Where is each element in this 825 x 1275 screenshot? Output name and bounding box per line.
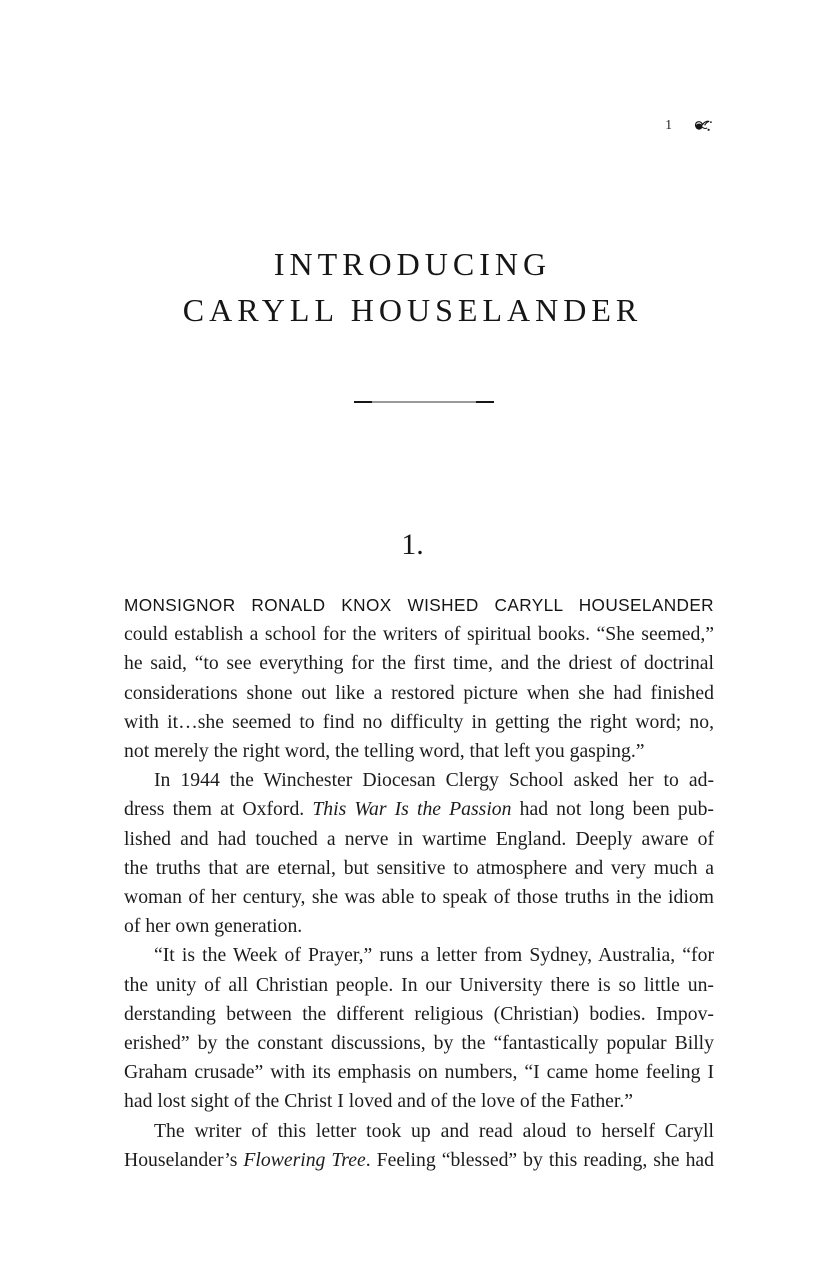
- text-segment: . Feeling “blessed” by this reading, she had: [365, 1148, 714, 1171]
- paragraph: [124, 766, 714, 941]
- text-segment: he said, “to see everything for the first time, and the driest of doctrinal: [124, 652, 714, 675]
- text-segment: Graham crusade” with its emphasis on numbers, “I came home feeling I: [124, 1061, 714, 1084]
- text-segment: the truths that are eternal, but sensitive to atmosphere and very much a: [124, 856, 714, 879]
- text-segment: with it…she seemed to find no difficulty in getting the right word; no,: [124, 710, 714, 733]
- text-line: [124, 1000, 714, 1029]
- text-line: [124, 737, 714, 766]
- text-segment: lished and had touched a nerve in wartime England. Deeply aware of: [124, 827, 714, 850]
- text-line: [124, 825, 714, 854]
- text-line: [124, 708, 714, 737]
- text-segment: This War Is the Passion: [312, 798, 512, 821]
- text-line: [124, 795, 714, 824]
- lead-in-line: [124, 591, 714, 620]
- text-line: [124, 912, 714, 941]
- title-divider: [354, 401, 494, 403]
- text-segment: could establish a school for the writers of spiritual books. “She seemed,”: [124, 623, 714, 646]
- body-text: [124, 591, 714, 1175]
- text-line: [124, 1146, 714, 1175]
- text-segment: had lost sight of the Christ I loved and of the love of the Father.”: [124, 1090, 634, 1113]
- text-segment: not merely the right word, the telling word, that left you gasping.”: [124, 740, 645, 763]
- page-number: 1: [665, 116, 672, 132]
- text-segment: the unity of all Christian people. In our University there is so little un-: [124, 973, 714, 996]
- text-segment: had not long been pub-: [511, 798, 714, 821]
- paragraph: [124, 591, 714, 766]
- text-segment: Flowering Tree: [243, 1148, 366, 1171]
- text-line: [124, 854, 714, 883]
- text-line: [124, 1117, 714, 1146]
- page-header: [665, 116, 713, 133]
- text-line: [124, 971, 714, 1000]
- text-line: [124, 941, 714, 970]
- text-segment: MONSIGNOR RONALD KNOX WISHED CARYLL HOUSELANDER: [124, 595, 714, 615]
- chapter-title-line: CARYLL HOUSELANDER: [182, 292, 643, 328]
- floral-ornament-icon: [694, 116, 713, 133]
- text-line: [124, 1058, 714, 1087]
- text-line: [124, 620, 714, 649]
- text-segment: considerations shone out like a restored picture when she had finished: [124, 681, 714, 704]
- text-line: [124, 766, 714, 795]
- text-segment: The writer of this letter took up and read aloud to herself Caryll: [154, 1119, 714, 1142]
- text-line: [124, 679, 714, 708]
- chapter-title: [0, 241, 825, 333]
- text-segment: of her own generation.: [124, 915, 303, 938]
- chapter-title-line: INTRODUCING: [273, 246, 552, 282]
- text-segment: In 1944 the Winchester Diocesan Clergy School asked her to ad-: [154, 769, 714, 792]
- section-number: 1.: [401, 528, 424, 561]
- text-line: [124, 1029, 714, 1058]
- text-segment: dress them at Oxford.: [124, 798, 313, 821]
- text-segment: erished” by the constant discussions, by the “fantastically popular Billy: [124, 1032, 714, 1055]
- paragraph: [124, 1117, 714, 1175]
- paragraph: [124, 941, 714, 1116]
- text-line: [124, 1087, 714, 1116]
- text-segment: woman of her century, she was able to speak of those truths in the idiom: [124, 886, 714, 909]
- text-line: [124, 649, 714, 678]
- text-segment: “It is the Week of Prayer,” runs a letter from Sydney, Australia, “for: [154, 944, 714, 967]
- text-segment: Houselander’s: [124, 1148, 244, 1171]
- text-segment: derstanding between the different religious (Christian) bodies. Impov-: [124, 1002, 714, 1025]
- text-line: [124, 883, 714, 912]
